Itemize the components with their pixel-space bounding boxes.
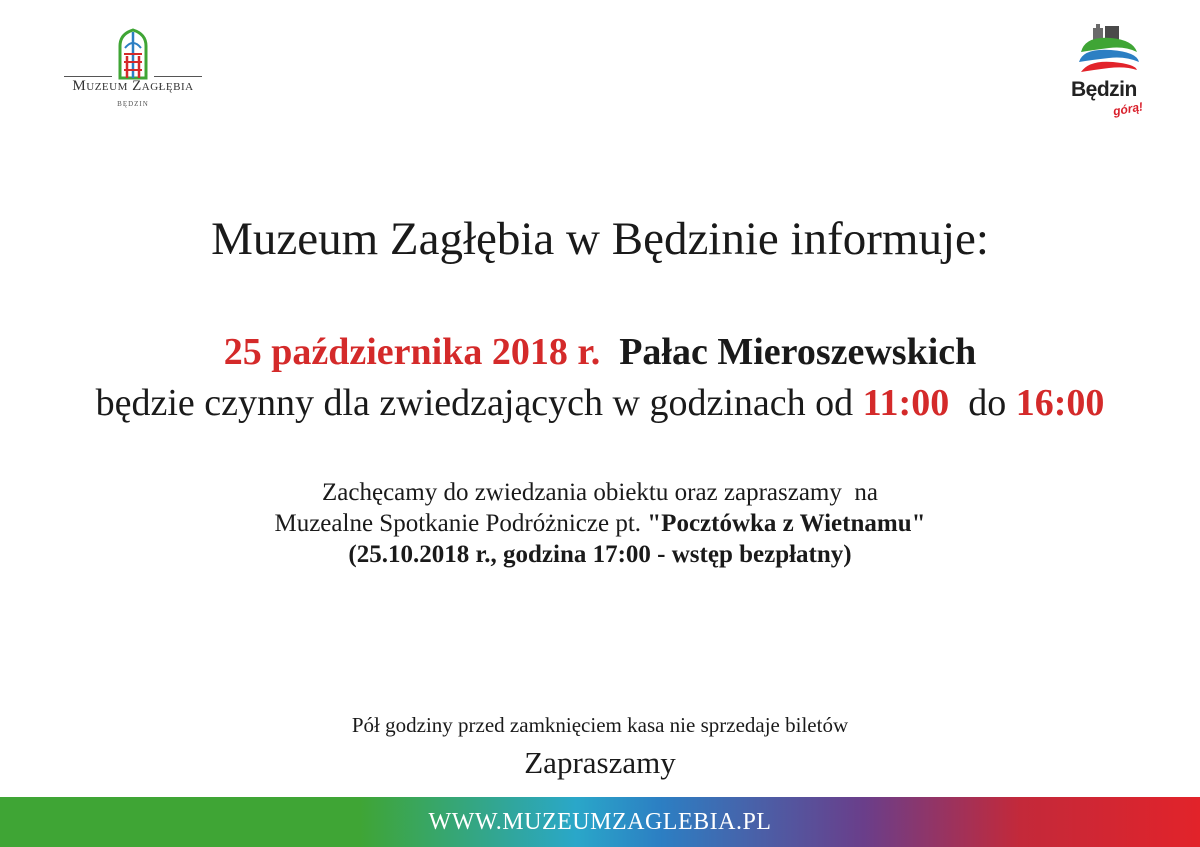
hours-middle: do <box>968 382 1007 424</box>
open-time: 11:00 <box>862 382 950 424</box>
invite-line-3 <box>0 539 1200 570</box>
invite-line-1: Zachęcamy do zwiedzania obiektu oraz zapraszamy na <box>322 479 878 506</box>
page-title: Muzeum Zagłębia w Będzinie informuje: <box>211 213 989 265</box>
invite-line-2 <box>0 508 1200 539</box>
event-date: 25 października 2018 r. <box>223 331 601 373</box>
event-details: (25.10.2018 r., godzina 17:00 - wstęp bezpłatny) <box>348 541 852 568</box>
event-title: "Pocztówka z Wietnamu" <box>647 510 926 537</box>
invite-line-2-prefix: Muzealne Spotkanie Podróżnicze pt. <box>274 510 642 537</box>
bedzin-logo <box>1065 22 1155 122</box>
bedzin-hill-icon <box>1065 22 1155 82</box>
museum-logo <box>58 28 208 120</box>
event-place: Pałac Mieroszewskich <box>619 331 977 373</box>
ticket-note: Pół godziny przed zamknięciem kasa nie sprzedaje biletów <box>351 713 849 737</box>
invitation-block <box>0 477 1200 570</box>
logo-rule-right <box>154 76 202 77</box>
museum-logo-city: BĘDZIN <box>117 100 149 108</box>
close-time: 16:00 <box>1015 382 1105 424</box>
bedzin-logo-brand: Będzin <box>1071 78 1137 101</box>
footer-bar <box>0 797 1200 847</box>
website-link[interactable]: WWW.MUZEUMZAGLEBIA.PL <box>428 809 772 835</box>
hours-prefix: będzie czynny dla zwiedzających w godzinach od <box>95 382 854 424</box>
museum-window-icon <box>116 28 150 80</box>
announcement-date-line <box>0 330 1200 374</box>
closing-text: Zapraszamy <box>524 745 676 780</box>
museum-logo-name: Muzeum Zagłębia <box>72 78 194 94</box>
announcement-hours-line <box>0 381 1200 425</box>
logo-rule-left <box>64 76 112 77</box>
bedzin-logo-tagline: górą! <box>1112 99 1144 119</box>
